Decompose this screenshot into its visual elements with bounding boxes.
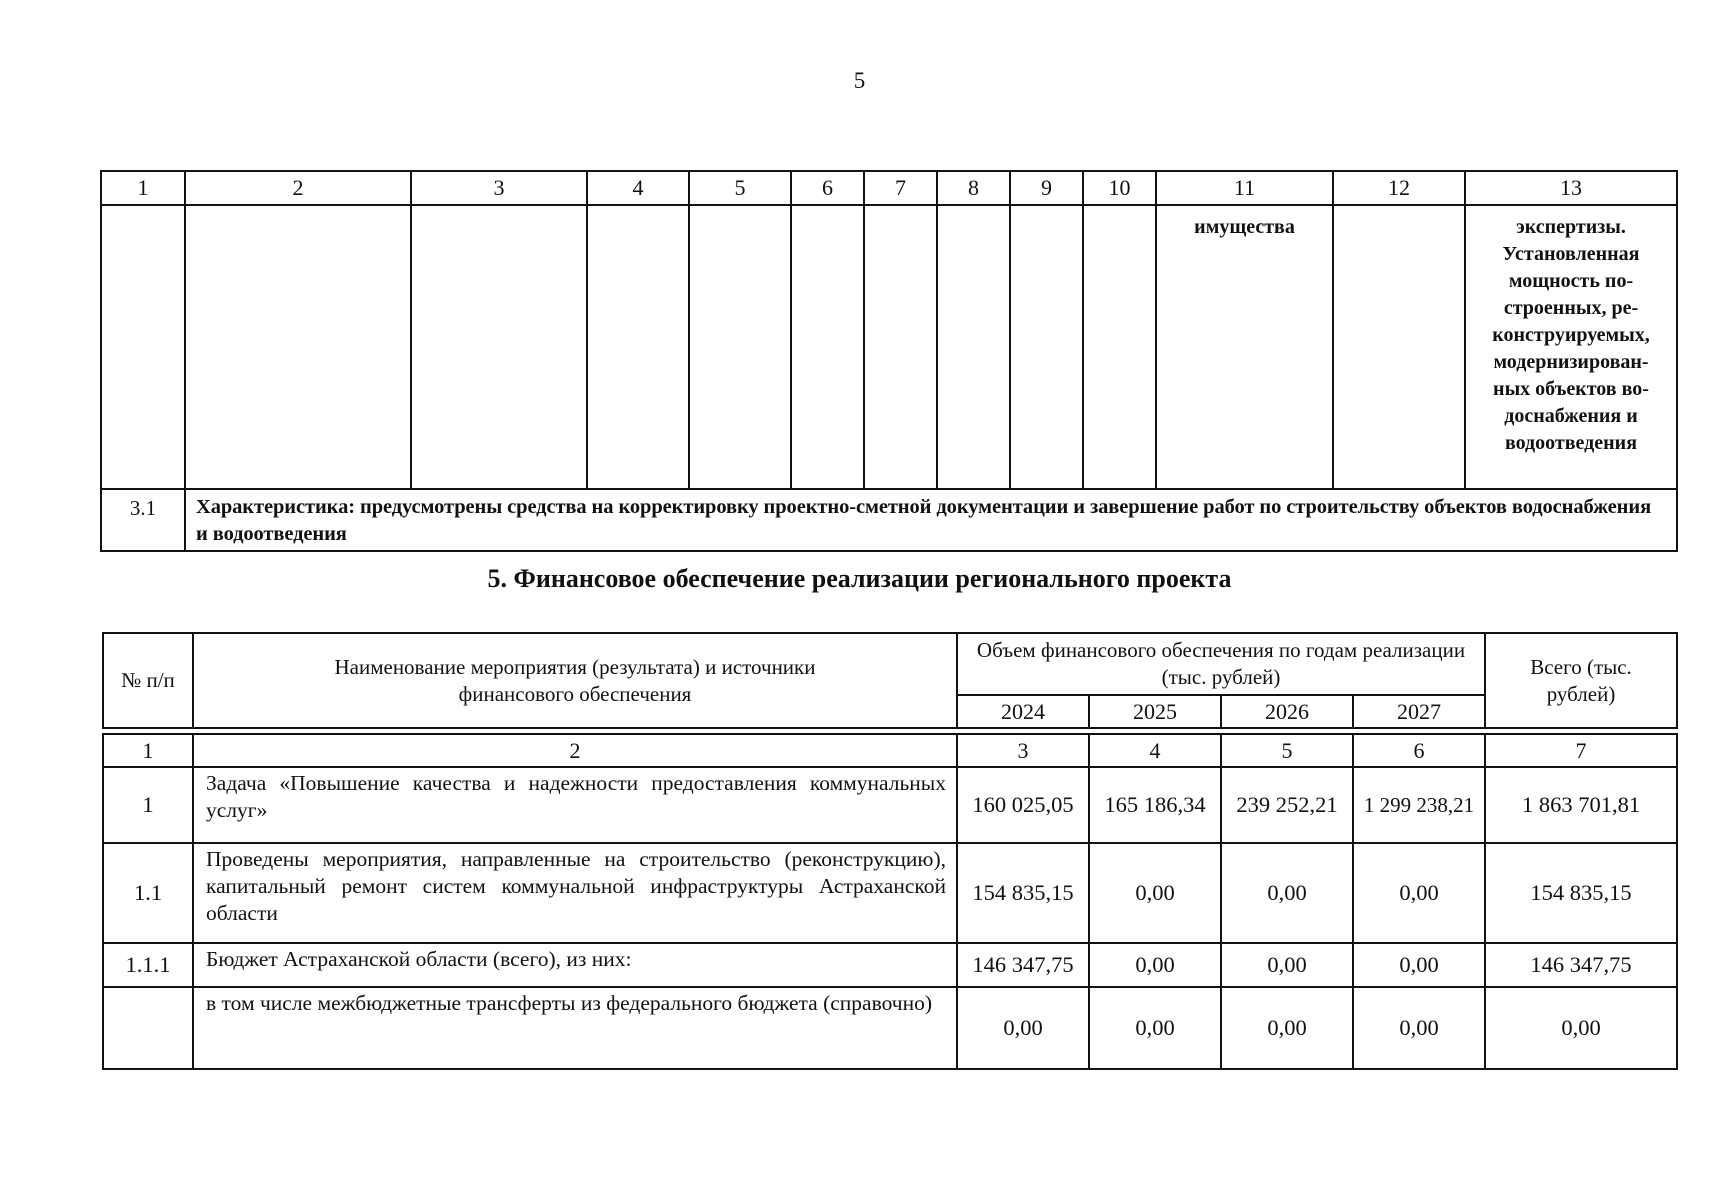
col-index: 2 [193, 734, 957, 767]
value-2024: 0,00 [957, 987, 1089, 1069]
row-num: 1 [103, 767, 193, 843]
section-title: 5. Финансовое обеспечение реализации регионального проекта [487, 564, 1232, 593]
table-row-3-1 [101, 489, 1677, 551]
col-index: 4 [1089, 734, 1221, 767]
row-num: 1.1.1 [103, 943, 193, 987]
value-total: 0,00 [1485, 987, 1677, 1069]
value-2027: 0,00 [1353, 943, 1485, 987]
page-number: 5 [853, 68, 866, 93]
col-index: 3 [957, 734, 1089, 767]
col-header: 6 [791, 171, 864, 205]
row-name: Задача «Повышение качества и надежности предоставления коммунальных услуг» [193, 767, 957, 843]
table-row [101, 205, 1677, 489]
col-header: 5 [689, 171, 791, 205]
col-header: 3 [411, 171, 587, 205]
table-row [103, 987, 1677, 1069]
table-cell [937, 205, 1010, 489]
table-row [103, 843, 1677, 943]
header-year: 2024 [957, 695, 1089, 728]
row-name: в том числе межбюджетные трансферты из федерального бюджета (справочно) [193, 987, 957, 1069]
header-name: Наименование мероприятия (результата) и источники финансового обеспечения [193, 633, 957, 728]
col-header: 13 [1465, 171, 1677, 205]
col-index: 5 [1221, 734, 1353, 767]
value-2025: 0,00 [1089, 943, 1221, 987]
table-cell [185, 205, 411, 489]
header-num: № п/п [103, 633, 193, 728]
financing-table [102, 632, 1678, 1070]
row-num [103, 987, 193, 1069]
table-cell [1083, 205, 1156, 489]
col-index: 6 [1353, 734, 1485, 767]
characteristic-text: Характеристика: предусмотрены средства на корректировку проектно-сметной документации и завершение работ по строительству объектов водоснабжения и водоотведения [185, 489, 1677, 551]
cell-line: доснабжения и [1504, 405, 1638, 427]
table-cell [791, 205, 864, 489]
col-header: 11 [1156, 171, 1333, 205]
column-number-row [103, 734, 1677, 767]
header-year: 2027 [1353, 695, 1485, 728]
table-cell-col11: имущества [1156, 205, 1333, 489]
table-cell [101, 205, 185, 489]
header-volume: Объем финансового обеспечения по годам реализации (тыс. рублей) [957, 633, 1485, 695]
value-2026: 0,00 [1221, 943, 1353, 987]
value-total: 1 863 701,81 [1485, 767, 1677, 843]
value-2025: 0,00 [1089, 843, 1221, 943]
table-row [103, 943, 1677, 987]
column-number-row [101, 171, 1677, 205]
value-2024: 160 025,05 [957, 767, 1089, 843]
col-index: 1 [103, 734, 193, 767]
col-header: 9 [1010, 171, 1083, 205]
col-index: 7 [1485, 734, 1677, 767]
value-2026: 239 252,21 [1221, 767, 1353, 843]
table-cell-col13 [1465, 205, 1677, 489]
cell-line: конструируемых, [1492, 324, 1650, 346]
value-2025: 0,00 [1089, 987, 1221, 1069]
cell-line: Установленная [1502, 243, 1640, 265]
col-header: 12 [1333, 171, 1465, 205]
cell-line: ных объектов во- [1493, 378, 1649, 400]
row-number: 3.1 [101, 489, 185, 551]
table-cell [864, 205, 937, 489]
header-year: 2026 [1221, 695, 1353, 728]
header-year: 2025 [1089, 695, 1221, 728]
col-header: 7 [864, 171, 937, 205]
table-cell [411, 205, 587, 489]
cell-line: строенных, ре- [1503, 297, 1639, 319]
row-name: Бюджет Астраханской области (всего), из них: [193, 943, 957, 987]
value-total: 146 347,75 [1485, 943, 1677, 987]
value-2027: 0,00 [1353, 987, 1485, 1069]
value-total: 154 835,15 [1485, 843, 1677, 943]
row-name: Проведены мероприятия, направленные на строительство (реконструкцию), капитальный ремонт систем коммунальной инфраструктуры Астраханской области [193, 843, 957, 943]
col-header: 8 [937, 171, 1010, 205]
cell-line: модернизирован- [1493, 351, 1649, 373]
cell-line: экспертизы. [1516, 216, 1626, 238]
table-cell [1010, 205, 1083, 489]
value-2025: 165 186,34 [1089, 767, 1221, 843]
value-2024: 154 835,15 [957, 843, 1089, 943]
table-cell [689, 205, 791, 489]
results-table-continued [100, 170, 1678, 552]
cell-line: водоотведения [1504, 432, 1638, 454]
value-2027: 0,00 [1353, 843, 1485, 943]
value-2024: 146 347,75 [957, 943, 1089, 987]
value-2026: 0,00 [1221, 843, 1353, 943]
cell-line: мощность по- [1508, 270, 1634, 292]
row-num: 1.1 [103, 843, 193, 943]
value-2026: 0,00 [1221, 987, 1353, 1069]
col-header: 1 [101, 171, 185, 205]
table-cell [587, 205, 689, 489]
value-2027: 1 299 238,21 [1353, 767, 1485, 843]
table-cell [1333, 205, 1465, 489]
col-header: 2 [185, 171, 411, 205]
col-header: 4 [587, 171, 689, 205]
col-header: 10 [1083, 171, 1156, 205]
table-row [103, 767, 1677, 843]
header-total: Всего (тыс. рублей) [1485, 633, 1677, 728]
